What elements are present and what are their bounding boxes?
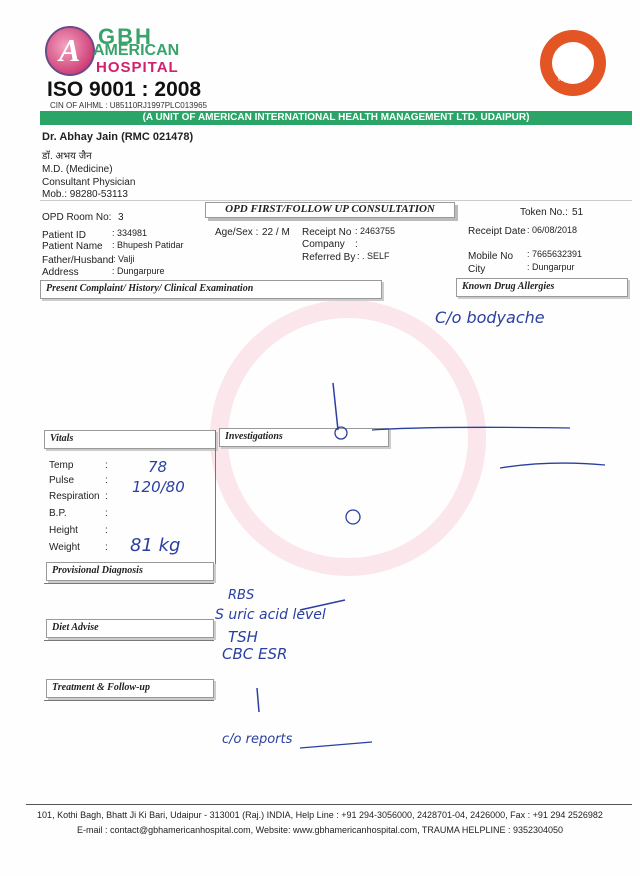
doctor-title: Consultant Physician xyxy=(42,177,136,188)
address-label: Address xyxy=(42,267,79,278)
hw-complaint: C/o bodyache xyxy=(435,308,545,327)
city-label: City xyxy=(468,264,486,275)
token-value: 51 xyxy=(572,207,584,218)
company-label: Company xyxy=(302,239,345,250)
token-label: Token No.: xyxy=(520,207,568,218)
vital-bp-label: B.P. xyxy=(49,508,67,519)
vital-height-label: Height xyxy=(49,525,78,536)
nabh-seal-icon: NABH xyxy=(540,30,606,96)
receipt-date-label: Receipt Date xyxy=(468,226,526,237)
mobile-label: Mobile No xyxy=(468,251,514,262)
brand-bottom: HOSPITAL xyxy=(96,59,179,76)
age-label: Age/Sex : xyxy=(215,227,259,238)
doctor-name-hindi: डॉ. अभय जैन xyxy=(42,151,92,162)
vital-colon: : xyxy=(105,460,108,471)
hw-weight: 81 kg xyxy=(130,535,181,556)
hw-inv2: S uric acid level xyxy=(215,607,326,623)
receipt-label: Receipt No xyxy=(302,227,352,238)
vital-colon: : xyxy=(105,475,108,486)
vital-colon: : xyxy=(105,508,108,519)
father-value: : Valji xyxy=(113,254,135,264)
hw-inv4: CBC ESR xyxy=(222,645,288,663)
vital-respiration-label: Respiration xyxy=(49,491,100,502)
section-investigations: Investigations xyxy=(219,428,389,447)
vital-colon: : xyxy=(105,542,108,553)
patient-name-label: Patient Name xyxy=(42,241,103,252)
footer-contact: E-mail : contact@gbhamericanhospital.com, Website: www.gbhamericanhospital.com, TRAUMA HELPLINE : 9352304050 xyxy=(76,825,564,835)
section-diet: Diet Advise xyxy=(46,619,214,638)
patient-id-value: : 334981 xyxy=(112,228,148,238)
doctor-mobile: Mob.: 98280-53113 xyxy=(42,189,128,200)
hw-inv3: TSH xyxy=(228,628,258,646)
vital-temp-label: Temp xyxy=(49,460,74,471)
cin-number: CIN OF AIHML : U85110RJ1997PLC013965 xyxy=(50,101,207,110)
company-value: : xyxy=(355,239,358,250)
opd-room-value: 3 xyxy=(118,212,124,223)
vital-weight-label: Weight xyxy=(49,542,80,553)
hw-treatment: c/o reports xyxy=(222,732,293,747)
vital-colon: : xyxy=(105,491,108,502)
unit-banner: (A UNIT OF AMERICAN INTERNATIONAL HEALTH MANAGEMENT LTD. UDAIPUR) xyxy=(40,111,632,125)
mobile-value: : 7665632391 xyxy=(527,249,583,259)
section-allergies: Known Drug Allergies xyxy=(456,278,628,297)
referred-label: Referred By xyxy=(302,252,356,263)
hw-bp: 120/80 xyxy=(132,478,185,496)
doctor-name: Dr. Abhay Jain (RMC 021478) xyxy=(42,131,194,143)
referred-value: : . SELF xyxy=(357,251,390,261)
vital-colon: : xyxy=(105,525,108,536)
patient-id-label: Patient ID xyxy=(42,230,86,241)
hw-inv1: RBS xyxy=(228,588,255,603)
section-treatment: Treatment & Follow-up xyxy=(46,679,214,698)
brand-top: GBH xyxy=(98,24,153,49)
patient-name-value: : Bhupesh Patidar xyxy=(112,240,184,250)
section-complaint: Present Complaint/ History/ Clinical Examination xyxy=(40,280,382,299)
address-value: : Dungarpure xyxy=(112,266,165,276)
city-value: : Dungarpur xyxy=(527,262,575,272)
brand-mid: AMERICAN xyxy=(93,42,180,59)
iso-cert: ISO 9001 : 2008 xyxy=(47,78,202,101)
doctor-degree: M.D. (Medicine) xyxy=(42,164,113,175)
form-title: OPD FIRST/FOLLOW UP CONSULTATION xyxy=(205,202,455,218)
age-value: 22 / M xyxy=(262,227,290,238)
footer-divider xyxy=(26,804,632,805)
hw-pulse: 78 xyxy=(148,458,168,476)
vital-pulse-label: Pulse xyxy=(49,475,75,486)
receipt-value: : 2463755 xyxy=(355,226,396,236)
footer-address: 101, Kothi Bagh, Bhatt Ji Ki Bari, Udaipur - 313001 (Raj.) INDIA, Help Line : +91 294-3056000, 2428701-04, 2426000, Fax : +91 294 2526982 xyxy=(37,810,603,820)
receipt-date-value: : 06/08/2018 xyxy=(527,225,578,235)
section-provisional: Provisional Diagnosis xyxy=(46,562,214,581)
section-vitals: Vitals xyxy=(44,430,216,449)
hospital-logo-icon: A xyxy=(45,26,95,76)
opd-room-label: OPD Room No: xyxy=(42,212,112,223)
father-label: Father/Husband xyxy=(42,255,114,266)
